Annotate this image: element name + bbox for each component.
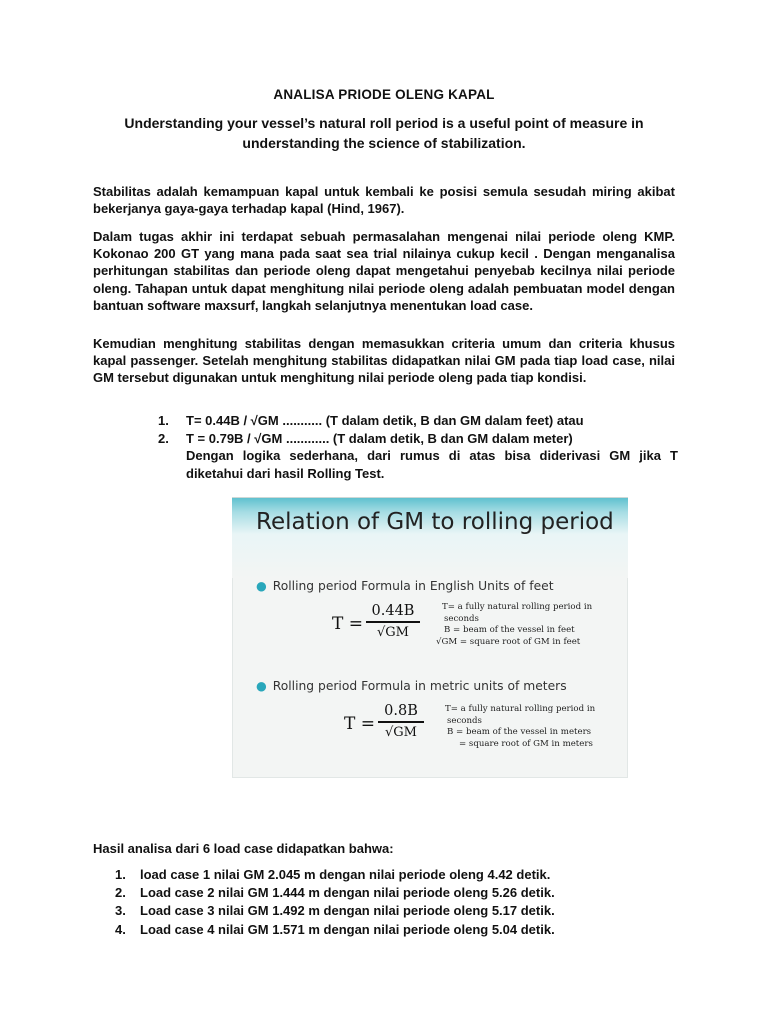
- note-line: = square root of GM in meters: [459, 738, 593, 749]
- list-number: 2.: [115, 885, 126, 901]
- formula-fraction: [366, 602, 420, 642]
- list-text: T= 0.44B / √GM ........... (T dalam detik, B dan GM dalam feet) atau: [186, 413, 584, 428]
- note-line: √GM = square root of GM in feet: [436, 636, 581, 647]
- list-number: 1.: [115, 867, 126, 882]
- fraction-bar: [378, 721, 424, 723]
- formula-numerator: 0.44B: [371, 603, 415, 619]
- list-text: load case 1 nilai GM 2.045 m dengan nilai periode oleng 4.42 detik.: [140, 867, 551, 882]
- list-text: Load case 4 nilai GM 1.571 m dengan nilai periode oleng 5.04 detik.: [140, 921, 555, 937]
- formula-continuation: Dengan logika sederhana, dari rumus di atas bisa diderivasi GM jika T diketahui dari hasil Rolling Test.: [186, 448, 678, 481]
- formula-numerator: 0.8B: [384, 703, 418, 719]
- list-item: [115, 921, 695, 939]
- slide-formula-meters: [344, 702, 444, 752]
- results-list: [115, 866, 695, 939]
- document-title: ANALISA PRIODE OLENG KAPAL: [273, 87, 495, 102]
- note-line: seconds: [447, 715, 482, 726]
- paragraph-stability-definition: Stabilitas adalah kemampuan kapal untuk kembali ke posisi semula sesudah miring akibat bekerjanya gaya-gaya terhadap kapal (Hind, 1967).: [93, 184, 675, 217]
- formula-list: [158, 412, 678, 482]
- list-item: [115, 884, 695, 902]
- formula-denominator: √GM: [385, 724, 417, 740]
- formula-lhs: T =: [332, 614, 363, 634]
- fraction-bar: [366, 621, 420, 623]
- note-line: B = beam of the vessel in meters: [447, 727, 592, 738]
- note-line: B = beam of the vessel in feet: [444, 625, 575, 636]
- list-item: [158, 430, 678, 448]
- document-subtitle: Understanding your vessel’s natural roll period is a useful point of measure in understanding the science of stabilization.: [124, 115, 644, 151]
- slide-bullet-text: Rolling period Formula in metric units of meters: [272, 679, 567, 693]
- list-item: [115, 866, 695, 884]
- results-heading: Hasil analisa dari 6 load case didapatkan bahwa:: [93, 841, 394, 856]
- list-number: 2.: [158, 430, 169, 446]
- list-number: 3.: [115, 903, 126, 919]
- slide-bullet-meters: [256, 679, 567, 693]
- slide-note-meters: [445, 704, 625, 750]
- list-number: 1.: [158, 413, 169, 428]
- slide-formula-feet: [332, 602, 432, 652]
- list-item: [115, 902, 695, 920]
- formula-fraction: [378, 702, 424, 742]
- paragraph-method: Kemudian menghitung stabilitas dengan memasukkan criteria umum dan criteria khusus kapal passenger. Setelah menghitung stabilitas didapatkan nilai GM pada tiap load case, nilai GM tersebut digunakan untuk menghitung nilai periode oleng pada tiap kondisi.: [93, 336, 675, 386]
- list-text: Load case 3 nilai GM 1.492 m dengan nilai periode oleng 5.17 detik.: [140, 903, 555, 919]
- slide-title: Relation of GM to rolling period: [256, 509, 614, 535]
- slide-note-feet: [436, 602, 622, 648]
- list-number: 4.: [115, 921, 126, 937]
- paragraph-problem-statement: Dalam tugas akhir ini terdapat sebuah permasalahan mengenai nilai periode oleng KMP. Kokonao 200 GT yang mana pada saat sea trial nilainya cukup kecil . Dengan menganalisa perhitungan stabilitas dan periode oleng dapat mengetahui penyebab kecilnya nilai periode oleng. Tahapan untuk dapat menghitung nilai periode oleng adalah pembuatan model dengan bantuan software maxsurf, langkah selanjutnya menentukan load case.: [93, 229, 675, 313]
- note-line: T= a fully natural rolling period in: [442, 602, 593, 612]
- slide-bullet-text: Rolling period Formula in English Units of feet: [272, 579, 554, 593]
- formula-lhs: T =: [344, 714, 375, 734]
- list-item: [158, 412, 678, 430]
- note-line: seconds: [444, 613, 479, 624]
- list-text: Load case 2 nilai GM 1.444 m dengan nilai periode oleng 5.26 detik.: [140, 885, 555, 901]
- slide-bullet-feet: [256, 579, 554, 593]
- note-line: T= a fully natural rolling period in: [445, 704, 596, 714]
- embedded-slide-image: [232, 497, 628, 778]
- bullet-dot-icon: ●: [256, 579, 267, 593]
- bullet-dot-icon: ●: [256, 679, 267, 693]
- list-text: T = 0.79B / √GM ............ (T dalam detik, B dan GM dalam meter): [186, 430, 573, 446]
- formula-denominator: √GM: [377, 624, 409, 640]
